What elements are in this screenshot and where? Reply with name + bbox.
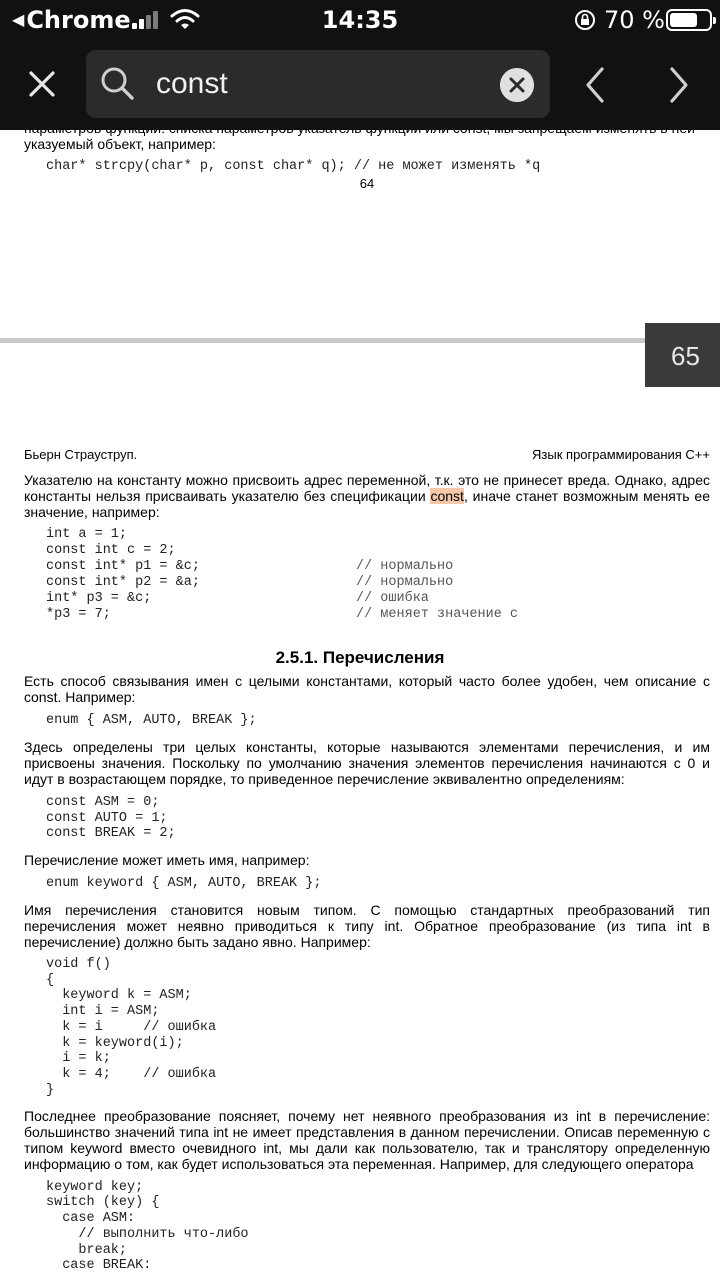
code-line: const int c = 2; bbox=[46, 543, 176, 558]
code-line: } bbox=[46, 1083, 55, 1098]
code-line: break; bbox=[46, 1243, 128, 1258]
paragraph-line: Перечисление может иметь имя, например: bbox=[24, 852, 310, 868]
code-line: *p3 = 7; bbox=[46, 607, 111, 622]
paragraph-line: присвоены значения. Поскольку по умолчанию значения элементов перечисления начинаются с 0 и bbox=[24, 755, 710, 771]
battery-percent: 70 % bbox=[604, 6, 665, 34]
paragraph-line: перечисление) должно быть задано явно. Например: bbox=[24, 934, 371, 950]
code-line: case BREAK: bbox=[46, 1258, 152, 1273]
code-line: keyword key; bbox=[46, 1180, 144, 1195]
code-comment: // нормально bbox=[356, 559, 454, 574]
paragraph-line: идут в возрастающем порядке, то приведенное перечисление эквивалентно определениям: bbox=[24, 771, 625, 787]
paragraph-line: информацию о том, как будет использоваться эта переменная. Например, для следующего оператора bbox=[24, 1156, 694, 1172]
code-line: case ASM: bbox=[46, 1211, 136, 1226]
back-app-label: Chrome bbox=[26, 6, 131, 34]
code-line: // выполнить что-либо bbox=[46, 1227, 249, 1242]
page-indicator-number: 65 bbox=[671, 341, 700, 371]
search-match-highlight: const bbox=[430, 488, 464, 504]
paragraph-line: Указателю на константу можно присвоить адрес переменной, т.к. это не принесет вреда. Однако, адрес bbox=[24, 472, 710, 488]
code-comment: // ошибка bbox=[356, 591, 429, 606]
page-indicator bbox=[645, 323, 720, 387]
clear-query-button[interactable] bbox=[500, 68, 534, 102]
code-line: int* p3 = &c; bbox=[46, 591, 152, 606]
find-in-page-box bbox=[86, 50, 550, 118]
code-comment: // нормально bbox=[356, 575, 454, 590]
paragraph-line: Есть способ связывания имен с целыми константами, который часто более удобен, чем описание с bbox=[24, 673, 710, 689]
code-line: enum { ASM, AUTO, BREAK }; bbox=[46, 713, 257, 728]
page-header-left: Бьерн Страуструп. bbox=[24, 447, 138, 462]
code-line: int a = 1; bbox=[46, 527, 128, 542]
code-line: k = 4; // ошибка bbox=[46, 1067, 217, 1082]
prev-page-text: указуемый объект, например: bbox=[24, 136, 216, 152]
code-comment: // меняет значение c bbox=[356, 607, 519, 622]
previous-match-button[interactable] bbox=[578, 64, 614, 106]
page-separator bbox=[0, 338, 650, 343]
top-bar bbox=[0, 0, 720, 130]
code-line: enum keyword { ASM, AUTO, BREAK }; bbox=[46, 876, 322, 891]
code-line: i = k; bbox=[46, 1051, 111, 1066]
paragraph-line: большинство значений типа int не имеет представления в данном перечислении. Описав переменную с bbox=[24, 1124, 710, 1140]
section-heading: 2.5.1. Перечисления bbox=[275, 648, 445, 667]
clock: 14:35 bbox=[321, 6, 399, 34]
code-line: void f() bbox=[46, 957, 111, 972]
code-line: const AUTO = 1; bbox=[46, 811, 168, 826]
code-line: k = i // ошибка bbox=[46, 1020, 217, 1035]
paragraph-line: типом keyword вместо очевидного int, мы дали как пользователю, так и транслятору определенную bbox=[24, 1140, 710, 1156]
back-arrow-icon: ◀ bbox=[12, 10, 25, 29]
status-bar bbox=[0, 0, 720, 40]
prev-page-number: 64 bbox=[359, 176, 375, 191]
rotation-lock-icon bbox=[574, 9, 596, 31]
code-line: switch (key) { bbox=[46, 1195, 160, 1210]
paragraph-line: значение, например: bbox=[24, 504, 160, 520]
battery-icon bbox=[666, 9, 712, 31]
code-line: const ASM = 0; bbox=[46, 795, 160, 810]
page-header-right: Язык программирования С++ bbox=[532, 447, 710, 462]
paragraph-line: константы нельзя присваивать указателю без спецификации const, иначе станет возможным менять ее bbox=[24, 488, 710, 504]
paragraph-line: Последнее преобразование поясняет, почему нет неявного преобразования из int в перечисление: bbox=[24, 1108, 710, 1124]
prev-page-code: char* strcpy(char* p, const char* q); // не может изменять *q bbox=[46, 159, 541, 174]
code-line: const int* p1 = &c; bbox=[46, 559, 200, 574]
paragraph-line: Имя перечисления становится новым типом. С помощью стандартных преобразований тип bbox=[24, 902, 710, 918]
find-query-input[interactable] bbox=[156, 60, 486, 108]
close-find-button[interactable] bbox=[22, 64, 62, 104]
code-line: keyword k = ASM; bbox=[46, 988, 192, 1003]
paragraph-line: Здесь определены три целых константы, которые называются элементами перечисления, и им bbox=[24, 739, 710, 755]
paragraph-line: перечисления может неявно приводиться к типу int. Обратное преобразование (из типа int в bbox=[24, 918, 710, 934]
search-icon bbox=[100, 66, 136, 102]
next-match-button[interactable] bbox=[660, 64, 696, 106]
code-line: int i = ASM; bbox=[46, 1004, 160, 1019]
code-line: { bbox=[46, 973, 55, 988]
code-line: const int* p2 = &a; bbox=[46, 575, 200, 590]
paragraph-line: const. Например: bbox=[24, 689, 136, 705]
code-line: k = keyword(i); bbox=[46, 1036, 184, 1051]
code-line: const BREAK = 2; bbox=[46, 826, 176, 841]
